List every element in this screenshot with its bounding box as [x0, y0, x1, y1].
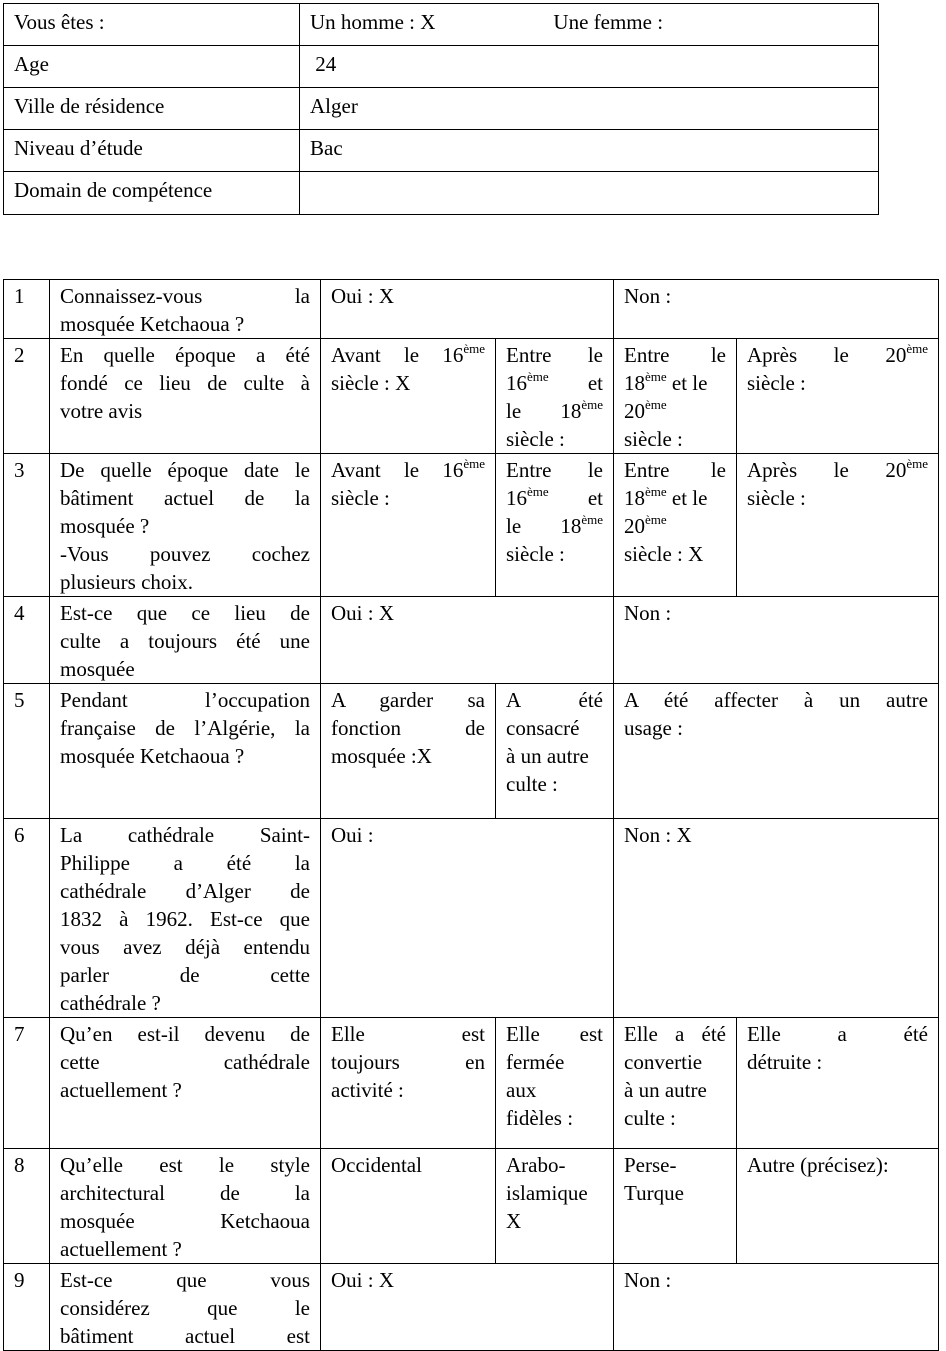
superscript: ème — [463, 341, 485, 356]
answer-line: Entre le — [506, 343, 603, 367]
age-value — [300, 46, 879, 88]
answer-line: Perse- — [624, 1153, 677, 1177]
superscript: ème — [645, 484, 667, 499]
answer-line — [624, 484, 726, 512]
answer-line: siècle : — [506, 427, 565, 451]
answer-option-after-20 — [737, 339, 939, 454]
answer-line: culte : — [624, 1106, 676, 1130]
question-number: 8 — [4, 1149, 50, 1264]
answer-line: aux — [506, 1078, 537, 1102]
answer-line: siècle : X — [624, 542, 704, 566]
question-text — [50, 1149, 321, 1264]
superscript: ème — [645, 397, 667, 412]
answer-line: consacré — [506, 716, 580, 740]
answer-text: 16 — [506, 486, 527, 510]
question-number: 4 — [4, 597, 50, 684]
superscript: ème — [527, 484, 549, 499]
question-number: 6 — [4, 819, 50, 1018]
question-line: Qu’elle est le style — [60, 1153, 310, 1177]
question-row — [4, 454, 939, 597]
answer-text: 18 — [624, 486, 645, 510]
answer-yes: Oui : X — [321, 280, 614, 339]
question-line: actuellement ? — [60, 1237, 182, 1261]
questionnaire-table — [3, 279, 939, 1351]
question-row — [4, 597, 939, 684]
answer-line — [506, 369, 603, 397]
respondent-profile-table — [3, 3, 879, 215]
study-row — [4, 130, 879, 172]
question-text — [50, 819, 321, 1018]
question-line: Est-ce que ce lieu de — [60, 601, 310, 625]
answer-option-perse-turque — [614, 1149, 737, 1264]
answer-no: Non : X — [614, 819, 939, 1018]
answer-text: le 18 — [506, 514, 582, 538]
answer-line: toujours en — [331, 1050, 485, 1074]
sex-female-option: Une femme : — [553, 10, 664, 34]
answer-option-after-20 — [737, 454, 939, 597]
question-text — [50, 280, 321, 339]
answer-option-converted — [614, 1018, 737, 1149]
answer-line — [331, 456, 485, 484]
answer-option-16-18 — [496, 454, 614, 597]
answer-line: siècle : — [506, 542, 565, 566]
answer-line: A été affecter à un autre — [624, 688, 928, 712]
question-number: 1 — [4, 280, 50, 339]
question-line: considérez que le — [60, 1296, 310, 1320]
question-line: française de l’Algérie, la — [60, 716, 310, 740]
answer-line: activité : — [331, 1078, 404, 1102]
answer-option-kept-function — [321, 684, 496, 819]
study-label: Niveau d’étude — [4, 130, 300, 172]
domain-value — [300, 172, 879, 215]
question-number: 2 — [4, 339, 50, 454]
answer-option-other-worship — [496, 684, 614, 819]
answer-text: et le — [671, 486, 708, 510]
sex-row — [4, 4, 879, 46]
answer-option-other: Autre (précisez): — [737, 1149, 939, 1264]
superscript: ème — [645, 369, 667, 384]
answer-text: et — [587, 371, 603, 395]
answer-line: Elle est — [331, 1022, 485, 1046]
question-row — [4, 339, 939, 454]
superscript: ème — [581, 512, 603, 527]
answer-option-active — [321, 1018, 496, 1149]
superscript: ème — [906, 341, 928, 356]
question-line: mosquée Ketchaoua — [60, 1209, 310, 1233]
question-row — [4, 280, 939, 339]
answer-line: A garder sa — [331, 688, 485, 712]
domain-row — [4, 172, 879, 215]
question-row — [4, 1018, 939, 1149]
answer-line: détruite : — [747, 1050, 823, 1074]
question-line: mosquée ? — [60, 514, 150, 538]
answer-option-before-16 — [321, 454, 496, 597]
answer-text: Après le 20 — [747, 343, 907, 367]
answer-line: à un autre — [506, 744, 589, 768]
answer-yes: Oui : X — [321, 1264, 614, 1351]
answer-line: A été — [506, 688, 603, 712]
question-line: Philippe a été la — [60, 851, 310, 875]
answer-line: Elle a été — [747, 1022, 928, 1046]
answer-line: Arabo- — [506, 1153, 566, 1177]
answer-line — [747, 341, 928, 369]
question-line: bâtiment actuel est — [60, 1324, 310, 1348]
superscript: ème — [527, 369, 549, 384]
answer-line — [506, 512, 603, 540]
answer-option-arabo-islamic — [496, 1149, 614, 1264]
question-line: parler de cette — [60, 963, 310, 987]
question-line: Qu’en est-il devenu de — [60, 1022, 310, 1046]
question-line: cathédrale d’Alger de — [60, 879, 310, 903]
answer-no: Non : — [614, 597, 939, 684]
question-text — [50, 339, 321, 454]
answer-text: Avant le 16 — [331, 343, 464, 367]
question-number: 9 — [4, 1264, 50, 1351]
answer-line: à un autre — [624, 1078, 707, 1102]
question-text — [50, 684, 321, 819]
superscript: ème — [581, 397, 603, 412]
question-text — [50, 454, 321, 597]
question-line: En quelle époque a été — [60, 343, 310, 367]
sex-label: Vous êtes : — [4, 4, 300, 46]
question-text — [50, 1264, 321, 1351]
answer-line: Entre le — [624, 458, 726, 482]
answer-line: siècle : — [747, 486, 806, 510]
answer-option-16-18 — [496, 339, 614, 454]
question-row — [4, 684, 939, 819]
question-row — [4, 1264, 939, 1351]
answer-line — [331, 341, 485, 369]
answer-option-18-20 — [614, 454, 737, 597]
age-value-text: 24 — [315, 52, 337, 76]
question-number: 3 — [4, 454, 50, 597]
study-value: Bac — [300, 130, 879, 172]
question-line: cathédrale ? — [60, 991, 161, 1015]
domain-label: Domain de compétence — [4, 172, 300, 215]
answer-line: fermée — [506, 1050, 565, 1074]
question-line: La cathédrale Saint- — [60, 823, 310, 847]
answer-option-destroyed — [737, 1018, 939, 1149]
answer-line — [506, 484, 603, 512]
answer-text: Après le 20 — [747, 458, 907, 482]
question-line: mosquée Ketchaoua ? — [60, 312, 245, 336]
answer-option-other-use — [614, 684, 939, 819]
answer-line — [624, 369, 726, 397]
answer-line: X — [506, 1209, 522, 1233]
question-line: Est-ce que vous — [60, 1268, 310, 1292]
age-label: Age — [4, 46, 300, 88]
answer-line: fonction de — [331, 716, 485, 740]
answer-no: Non : — [614, 1264, 939, 1351]
answer-line — [747, 456, 928, 484]
answer-line: islamique — [506, 1181, 588, 1205]
city-label: Ville de résidence — [4, 88, 300, 130]
question-line: architectural de la — [60, 1181, 310, 1205]
question-line: culte a toujours été une — [60, 629, 310, 653]
answer-text: 20 — [624, 514, 645, 538]
answer-text: 16 — [506, 371, 527, 395]
question-text — [50, 597, 321, 684]
answer-line: siècle : — [624, 427, 683, 451]
question-number: 7 — [4, 1018, 50, 1149]
question-line: Connaissez-vous la — [60, 284, 310, 308]
question-row — [4, 1149, 939, 1264]
answer-line: Elle est — [506, 1022, 603, 1046]
answer-option-occidental: Occidental — [321, 1149, 496, 1264]
superscript: ème — [906, 456, 928, 471]
question-line: cette cathédrale — [60, 1050, 310, 1074]
question-line: mosquée Ketchaoua ? — [60, 744, 245, 768]
answer-line — [624, 512, 726, 540]
answer-option-closed — [496, 1018, 614, 1149]
question-row — [4, 819, 939, 1018]
answer-line: culte : — [506, 772, 558, 796]
answer-text: le 18 — [506, 399, 582, 423]
superscript: ème — [645, 512, 667, 527]
answer-line: Entre le — [506, 458, 603, 482]
city-row — [4, 88, 879, 130]
answer-line: Entre le — [624, 343, 726, 367]
question-line: mosquée — [60, 657, 135, 681]
question-line: De quelle époque date le — [60, 458, 310, 482]
answer-line: siècle : X — [331, 371, 411, 395]
question-line: fondé ce lieu de culte à — [60, 371, 310, 395]
answer-text: Avant le 16 — [331, 458, 464, 482]
answer-no: Non : — [614, 280, 939, 339]
answer-line: siècle : — [331, 486, 390, 510]
question-line: plusieurs choix. — [60, 570, 193, 594]
answer-line — [624, 397, 726, 425]
answer-text: et — [587, 486, 603, 510]
answer-line — [506, 397, 603, 425]
question-line: 1832 à 1962. Est-ce que — [60, 907, 310, 931]
answer-line: convertie — [624, 1050, 703, 1074]
question-line: bâtiment actuel de la — [60, 486, 310, 510]
answer-option-before-16 — [321, 339, 496, 454]
answer-line: Turque — [624, 1181, 684, 1205]
sex-value — [300, 4, 879, 46]
answer-line: Elle a été — [624, 1022, 726, 1046]
answer-line: siècle : — [747, 371, 806, 395]
city-value: Alger — [300, 88, 879, 130]
question-text — [50, 1018, 321, 1149]
answer-text: 20 — [624, 399, 645, 423]
question-line: votre avis — [60, 399, 143, 423]
answer-yes: Oui : — [321, 819, 614, 1018]
answer-line: mosquée :X — [331, 744, 432, 768]
question-line: vous avez déjà entendu — [60, 935, 310, 959]
question-line: -Vous pouvez cochez — [60, 542, 310, 566]
question-line: Pendant l’occupation — [60, 688, 310, 712]
question-line: actuellement ? — [60, 1078, 182, 1102]
answer-line: usage : — [624, 716, 683, 740]
answer-yes: Oui : X — [321, 597, 614, 684]
answer-text: 18 — [624, 371, 645, 395]
superscript: ème — [463, 456, 485, 471]
answer-text: et le — [671, 371, 708, 395]
question-number: 5 — [4, 684, 50, 819]
answer-line: fidèles : — [506, 1106, 574, 1130]
sex-male-option: Un homme : X — [310, 10, 436, 34]
answer-option-18-20 — [614, 339, 737, 454]
age-row — [4, 46, 879, 88]
